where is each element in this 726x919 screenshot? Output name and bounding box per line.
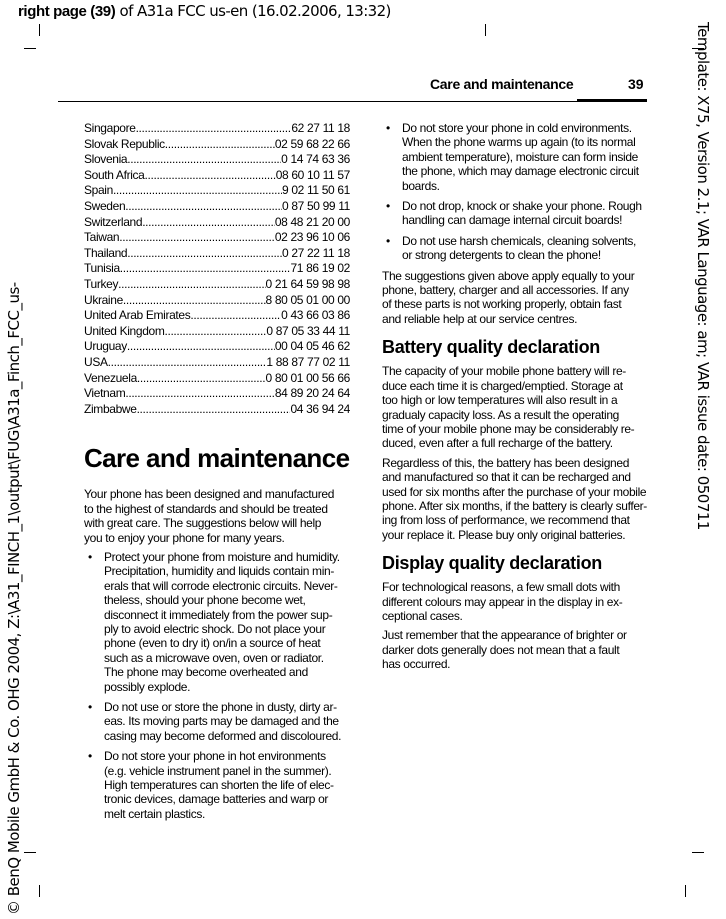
country-name: Uruguay — [84, 339, 127, 354]
country-name: Singapore — [84, 121, 136, 135]
crop-mark — [24, 852, 36, 853]
country-name: Zimbabwe — [84, 401, 137, 416]
phone-number: 1 88 87 77 02 11 — [266, 354, 350, 369]
phone-list-row — [84, 308, 350, 324]
country-name: Taiwan — [84, 230, 120, 245]
country-name: Slovak Republic — [84, 136, 165, 151]
phone-number: 0 43 66 03 86 — [281, 308, 350, 323]
text-line: (e.g. vehicle instrument panel in the summer). — [104, 763, 332, 778]
template-info: Template: X75, Version 2.1; VAR Language: am; VAR issue date: 050711 — [694, 22, 712, 530]
country-name: South Africa — [84, 167, 145, 182]
text-line: ceptional cases. — [382, 608, 463, 623]
dot-leader — [145, 168, 276, 184]
phone-number: 8 80 05 01 00 00 — [265, 292, 350, 307]
phone-number: 00 04 05 46 62 — [274, 339, 350, 354]
text-line: For technological reasons, a few small dots with — [382, 580, 620, 595]
text-line: Do not drop, knock or shake your phone. Rough — [402, 199, 642, 214]
care-intro — [84, 487, 350, 545]
text-line: time of your mobile phone may be considerably re- — [382, 421, 635, 436]
phone-list-row — [84, 293, 350, 309]
running-header: Care and maintenance — [430, 76, 574, 92]
phone-list-row — [84, 215, 350, 231]
dot-leader — [127, 152, 281, 168]
phone-number: 9 02 11 50 61 — [282, 183, 350, 198]
country-name: United Kingdom — [84, 323, 165, 338]
dot-leader — [190, 308, 281, 324]
bullet-marker: • — [88, 699, 92, 714]
country-name: Ukraine — [84, 292, 123, 307]
crop-mark — [39, 885, 40, 897]
text-line: melt certain plastics. — [104, 806, 206, 821]
phone-number: 0 21 64 59 98 98 — [265, 276, 350, 291]
page-number: 39 — [628, 76, 644, 92]
text-line: too high or low temperatures will also result in a — [382, 393, 618, 408]
text-line: High temperatures can shorten the life of elec- — [104, 778, 334, 792]
section-title-care: Care and maintenance — [84, 443, 350, 474]
phone-list-row — [84, 371, 350, 387]
phone-list-row — [84, 183, 350, 199]
header-rule-thick — [577, 99, 647, 102]
print-info — [18, 2, 391, 20]
phone-number: 0 87 05 33 44 11 — [266, 323, 350, 338]
left-column — [84, 121, 350, 827]
phone-number: 62 27 11 18 — [291, 121, 350, 135]
text-line: Protect your phone from moisture and humidity. — [104, 549, 340, 564]
country-name: Switzerland — [84, 214, 143, 229]
country-name: Turkey — [84, 276, 119, 291]
phone-list-row — [84, 386, 350, 402]
text-line: with great care. The suggestions below will help — [84, 516, 322, 531]
dot-leader — [108, 355, 267, 371]
text-line: to the highest of standards and should be treated — [84, 501, 328, 516]
bullet-item — [84, 550, 350, 694]
phone-list — [84, 121, 350, 417]
text-line: ambient temperature), moisture can form inside — [402, 149, 639, 164]
text-line: phone, battery, charger and all accessories. If any — [382, 283, 629, 298]
phone-number: 0 14 74 63 36 — [281, 152, 350, 167]
country-name: USA — [84, 354, 108, 369]
crop-mark — [24, 48, 36, 49]
care-bullets-left — [84, 550, 350, 821]
bullet-marker: • — [386, 121, 390, 135]
section-title-display: Display quality declaration — [382, 553, 602, 574]
text-line: theless, should your phone become wet, — [104, 593, 306, 608]
text-line: Do not store your phone in cold environments. — [402, 121, 632, 135]
phone-number: 0 27 22 11 18 — [282, 245, 350, 260]
dot-leader — [165, 137, 275, 153]
bullet-item — [382, 234, 647, 263]
text-line: casing may become deformed and discoloured. — [104, 728, 342, 743]
phone-number: 0 80 01 00 56 66 — [265, 370, 350, 385]
bullet-text — [402, 199, 642, 228]
text-line: and reliable help at our service centres. — [382, 311, 578, 326]
text-line: When the phone warms up again (to its normal — [402, 135, 636, 150]
display-paragraph — [382, 580, 647, 623]
text-line: ply to avoid electric shock. Do not place your — [104, 621, 326, 636]
phone-list-row — [84, 152, 350, 168]
phone-list-row — [84, 277, 350, 293]
dot-leader — [136, 121, 292, 137]
text-line: The phone may become overheated and — [104, 665, 308, 680]
phone-number: 08 60 10 11 57 — [275, 167, 350, 182]
phone-list-row — [84, 402, 350, 418]
bullet-item — [84, 700, 350, 743]
country-name: Sweden — [84, 198, 126, 213]
country-name: Spain — [84, 183, 113, 198]
phone-list-row — [84, 246, 350, 262]
dot-leader — [125, 199, 282, 215]
phone-number: 04 36 94 24 — [290, 401, 350, 416]
text-line: Do not use or store the phone in dusty, dirty ar- — [104, 699, 337, 714]
text-line: Do not store your phone in hot environments — [104, 749, 326, 764]
country-name: United Arab Emirates — [84, 308, 191, 323]
text-line: The suggestions given above apply equally to your — [382, 268, 635, 283]
text-line: disconnect it immediately from the power sup- — [104, 607, 333, 622]
text-line: duce each time it is charged/emptied. Storage at — [382, 378, 623, 393]
text-line: The capacity of your mobile phone battery will re- — [382, 364, 626, 379]
text-line: and manufactured so that it can be recharged and — [382, 470, 631, 485]
phone-list-row — [84, 261, 350, 277]
country-name: Tunisia — [84, 261, 120, 276]
crop-mark — [485, 24, 486, 36]
phone-number: 71 86 19 02 — [290, 261, 350, 276]
print-info-page: right page (39) — [18, 3, 116, 20]
phone-list-row — [84, 121, 350, 137]
dot-leader — [123, 293, 266, 309]
bullet-text — [402, 121, 639, 193]
text-line: your replace it. Please buy only original batteries. — [382, 527, 626, 542]
copyright-info: © BenQ Mobile GmbH & Co. OHG 2004, Z:\A31_FINCH_1\output\FUG\A31a_Finch_FCC_us- — [5, 282, 23, 915]
bullet-marker: • — [88, 749, 92, 764]
text-line: the phone, which may damage electronic circuit — [402, 164, 639, 179]
bullet-text — [104, 749, 334, 821]
display-paragraph — [382, 628, 647, 671]
text-line: you to enjoy your phone for many years. — [84, 530, 285, 545]
text-line: phone. After six months, if the battery is clearly suffer- — [382, 498, 647, 513]
bullet-item — [84, 749, 350, 821]
bullet-marker: • — [386, 199, 390, 214]
phone-number: 02 59 68 22 66 — [274, 136, 350, 151]
bullet-item — [382, 121, 647, 193]
dot-leader — [127, 339, 275, 355]
section-title-battery: Battery quality declaration — [382, 337, 600, 358]
text-line: Precipitation, humidity and liquids contain min- — [104, 564, 334, 579]
crop-mark — [692, 852, 704, 853]
country-name: Vietnam — [84, 386, 126, 401]
country-name: Thailand — [84, 245, 128, 260]
text-line: such as a microwave oven, oven or radiator. — [104, 650, 324, 665]
phone-list-row — [84, 199, 350, 215]
phone-number: 0 87 50 99 11 — [282, 198, 350, 213]
text-line: boards. — [402, 178, 440, 193]
country-name: Venezuela — [84, 370, 137, 385]
phone-list-row — [84, 168, 350, 184]
text-line: darker dots generally does not mean that a fault — [382, 642, 620, 657]
dot-leader — [120, 261, 291, 277]
text-line: erals that will corrode electronic circuits. Never- — [104, 578, 338, 593]
dot-leader — [118, 277, 265, 293]
text-line: used for six months after the purchase of your mobile — [382, 484, 647, 499]
dot-leader — [137, 402, 291, 418]
phone-number: 02 23 96 10 06 — [274, 230, 350, 245]
battery-paragraph — [382, 456, 647, 542]
text-line: ing from loss of performance, we recommend that — [382, 513, 630, 528]
dot-leader — [164, 324, 266, 340]
header-rule — [58, 101, 647, 102]
text-line: possibly explode. — [104, 679, 191, 694]
text-line: phone (even to dry it) on/in a source of heat — [104, 636, 321, 651]
text-line: duced, even after a full recharge of the battery. — [382, 436, 613, 451]
phone-list-row — [84, 355, 350, 371]
dot-leader — [137, 371, 266, 387]
dot-leader — [119, 230, 275, 246]
care-outro — [382, 269, 647, 327]
bullet-marker: • — [88, 549, 92, 564]
phone-list-row — [84, 339, 350, 355]
text-line: eas. Its moving parts may be damaged and the — [104, 714, 339, 729]
dot-leader — [113, 183, 282, 199]
text-line: Regardless of this, the battery has been designed — [382, 455, 630, 470]
text-line: gradualy capacity loss. As a result the operating — [382, 407, 619, 422]
text-line: handling can damage internal circuit boards! — [402, 213, 623, 228]
text-line: Just remember that the appearance of brighter or — [382, 628, 627, 643]
battery-paragraph — [382, 364, 647, 450]
phone-list-row — [84, 230, 350, 246]
print-info-rest: of A31a FCC us-en (16.02.2006, 13:32) — [115, 2, 391, 20]
crop-mark — [685, 885, 686, 897]
care-bullets-right — [382, 121, 647, 263]
text-line: of these parts is not working properly, obtain fast — [382, 297, 622, 312]
dot-leader — [127, 246, 282, 262]
text-line: tronic devices, damage batteries and warp or — [104, 792, 329, 807]
dot-leader — [142, 215, 275, 231]
bullet-text — [104, 550, 340, 694]
bullet-item — [382, 199, 647, 228]
country-name: Slovenia — [84, 152, 128, 167]
phone-number: 08 48 21 20 00 — [274, 214, 350, 229]
crop-mark — [39, 24, 40, 36]
bullet-text — [402, 234, 636, 263]
phone-list-row — [84, 137, 350, 153]
text-line: Do not use harsh chemicals, cleaning solvents, — [402, 233, 637, 248]
text-line: different colours may appear in the display in ex- — [382, 594, 623, 609]
bullet-text — [104, 700, 341, 743]
text-line: or strong detergents to clean the phone! — [402, 248, 601, 263]
phone-list-row — [84, 324, 350, 340]
phone-number: 84 89 20 24 64 — [274, 386, 350, 401]
bullet-marker: • — [386, 233, 390, 248]
dot-leader — [125, 386, 274, 402]
right-column — [382, 121, 647, 677]
text-line: has occurred. — [382, 657, 451, 672]
text-line: Your phone has been designed and manufactured — [84, 487, 335, 502]
